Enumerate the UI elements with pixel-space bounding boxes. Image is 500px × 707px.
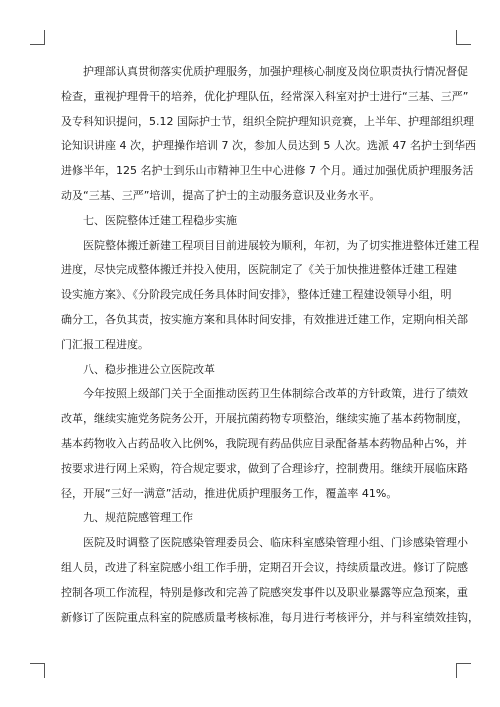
crop-mark-bottom-right	[456, 663, 471, 678]
paragraph-line: 新修订了医院重点科室的院感质量考核标准，每月进行考核评分，并与科室绩效挂钩，	[61, 610, 479, 624]
paragraph-line: 设实施方案》、《分阶段完成任务具体时间安排》，整体迁建工程建设领导小组，明	[61, 288, 452, 302]
paragraph-line: 基本药物收入占药品收入比例%，我院现有药品供应目录配备基本药物品种占%，并	[61, 436, 467, 450]
crop-mark-bottom-left	[30, 663, 45, 678]
paragraph-line: 改革，继续实施党务院务公开，开展抗菌药物专项整治，继续实施了基本药物制度，	[61, 412, 468, 426]
paragraph-line: 进修半年，125 名护士到乐山市精神卫生中心进修 7 个月。通过加强优质护理服务活	[61, 164, 474, 178]
paragraph-line: 组人员，改进了科室院感小组工作手册，定期召开会议，持续质量改进。修订了院感	[61, 560, 468, 574]
paragraph-nursing	[61, 60, 476, 209]
paragraph-reform	[61, 382, 468, 506]
paragraph-line: 控制各项工作流程，特别是修改和完善了院感突发事件以及职业暴露等应急预案，重	[61, 585, 468, 599]
paragraph-relocation	[61, 234, 479, 358]
paragraph-line: 论知识讲座 4 次，护理操作培训 7 次，参加人员达到 5 人次。选派 47 名护士到华西	[61, 139, 476, 153]
paragraph-line: 检查，重视护理骨干的培养，优化护理队伍，经常深入科室对护士进行“三基、三严”	[61, 89, 469, 103]
paragraph-line: 今年按照上级部门关于全面推动医药卫生体制综合改革的方针政策，进行了绩效	[83, 387, 468, 401]
paragraph-line: 确分工，各负其责，按实施方案和具体时间安排，有效推进迁建工作，定期向相关部	[61, 312, 468, 326]
crop-mark-top-left	[30, 30, 45, 45]
paragraph-line: 医院及时调整了医院感染管理委员会、临床科室感染管理小组、门诊感染管理小	[83, 536, 468, 550]
paragraph-line: 进度，尽快完成整体搬迁并投入使用，医院制定了《关于加快推进整体迁建工程建	[61, 263, 457, 277]
document-body	[61, 60, 479, 630]
paragraph-line: 按要求进行网上采购，符合规定要求，做到了合理诊疗，控制费用。继续开展临床路	[61, 461, 468, 475]
paragraph-infection-control	[61, 531, 479, 630]
crop-mark-top-right	[456, 30, 471, 45]
paragraph-line: 医院整体搬迁新建工程项目目前进展较为顺利，年初，为了切实推进整体迁建工程	[83, 238, 479, 252]
paragraph-line: 护理部认真贯彻落实优质护理服务，加强护理核心制度及岗位职责执行情况督促	[83, 65, 468, 78]
section-heading-infection-control: 九、规范院感管理工作	[83, 511, 193, 525]
section-heading-reform: 八、稳步推进公立医院改革	[83, 362, 215, 376]
paragraph-line: 门汇报工程进度。	[61, 337, 149, 351]
paragraph-line: 径，开展“三好一满意”活动，推进优质护理服务工作，覆盖率 41%。	[61, 486, 398, 500]
section-heading-relocation: 七、医院整体迁建工程稳步实施	[83, 213, 237, 227]
paragraph-line: 动及“三基、三严”培训，提高了护士的主动服务意识及业务水平。	[61, 188, 381, 202]
paragraph-line: 及专科知识提问，5.12 国际护士节，组织全院护理知识竞赛，上半年、护理部组织理	[61, 114, 474, 128]
